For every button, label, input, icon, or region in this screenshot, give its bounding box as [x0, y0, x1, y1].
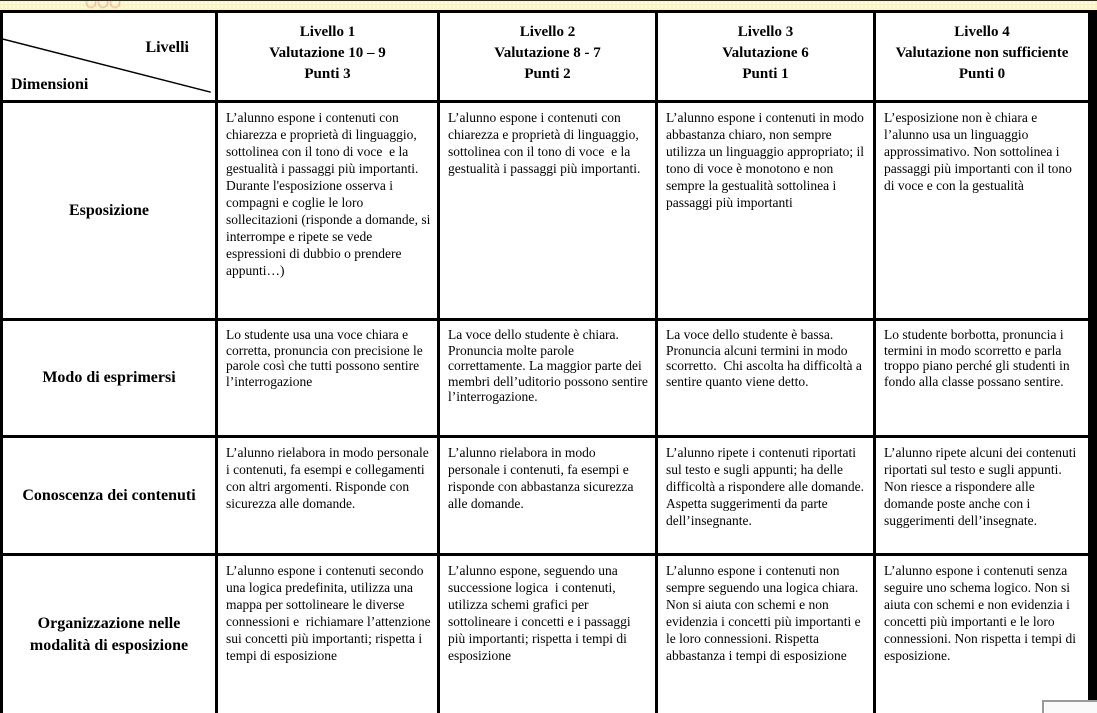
- cell-organizzazione-livello1: L’alunno espone i contenuti secondo una logica predefinita, utilizza una mappa per sottolineare le diverse connessioni e richiamare l’attenzione sui concetti più importanti; rispetta i tempi di esposizione: [218, 556, 437, 713]
- corner-label-dimensioni: Dimensioni: [11, 76, 89, 93]
- cell-modo-livello1: Lo studente usa una voce chiara e corretta, pronuncia con precisione le parole così che tutti possono sentire l’interrogazione: [218, 321, 437, 435]
- cell-esposizione-livello2: L’alunno espone i contenuti con chiarezza e proprietà di linguaggio, sottolinea con il tono di voce e la gestualità i passaggi più importanti.: [440, 103, 655, 318]
- cropped-page-top-strip: [0, 0, 1097, 10]
- header-line: Valutazione 6: [722, 45, 809, 61]
- column-header-livello-4: [876, 13, 1088, 100]
- cell-modo-livello4: Lo studente borbotta, pronuncia i termini in modo scorretto e parla troppo piano perché gli studenti in fondo alla classe possano sentire.: [876, 321, 1088, 435]
- cropped-red-marks: [86, 1, 120, 9]
- cell-esposizione-livello3: L’alunno espone i contenuti in modo abbastanza chiaro, non sempre utilizza un linguaggio appropriato; il tono di voce è monotono e non sempre la gestualità sottolinea i passaggi più importanti: [658, 103, 873, 318]
- row-label-organizzazione: Organizzazione nelle modalità di esposizione: [3, 556, 215, 713]
- cell-organizzazione-livello2: L’alunno espone, seguendo una successione logica i contenuti, utilizza schemi grafici per sottolineare i concetti e i passaggi più importanti; rispetta i tempi di esposizione: [440, 556, 655, 713]
- right-edge-black-bar: [1088, 10, 1097, 713]
- header-line: Punti 0: [958, 66, 1006, 82]
- header-line: Punti 2: [524, 66, 571, 82]
- cell-modo-livello2: La voce dello studente è chiara. Pronuncia molte parole correttamente. La maggior parte dei membri dell’uditorio possono sentire l’interrogazione.: [440, 321, 655, 435]
- cell-conoscenza-livello4: L’alunno ripete alcuni dei contenuti riportati sul testo e sugli appunti. Non riesce a rispondere alle domande poste anche con i suggerimenti dell’insegnate.: [876, 438, 1088, 553]
- cell-esposizione-livello1: L’alunno espone i contenuti con chiarezza e proprietà di linguaggio, sottolinea con il tono di voce e la gestualità i passaggi più importanti. Durante l'esposizione osserva i compagni e coglie le loro sollecitazioni (risponde a domande, si interrompe e ripete se vede espressioni di dubbio o prendere appunti…): [218, 103, 437, 318]
- header-line: Valutazione 8 - 7: [494, 45, 601, 61]
- header-line: Punti 1: [742, 66, 789, 82]
- corner-header-cell: [3, 13, 215, 100]
- evaluation-rubric-table: [0, 10, 1088, 713]
- column-header-livello-3: [658, 13, 873, 100]
- header-line: Livello 1: [299, 24, 356, 40]
- row-label-modo-di-esprimersi: Modo di esprimersi: [3, 321, 215, 435]
- header-line: Punti 3: [304, 66, 351, 82]
- cell-modo-livello3: La voce dello studente è bassa. Pronuncia alcuni termini in modo scorretto. Chi ascolta ha difficoltà a sentire quanto viene detto.: [658, 321, 873, 435]
- header-line: Valutazione non sufficiente: [895, 45, 1069, 61]
- header-line: Valutazione 10 – 9: [269, 45, 386, 61]
- header-line: Livello 3: [737, 24, 794, 40]
- cell-esposizione-livello4: L’esposizione non è chiara e l’alunno usa un linguaggio approssimativo. Non sottolinea i passaggi più importanti con il tono di voce e con la gestualità: [876, 103, 1088, 318]
- row-label-esposizione: Esposizione: [3, 103, 215, 318]
- scrollbar-corner-fragment: [1042, 700, 1097, 713]
- cell-conoscenza-livello3: L’alunno ripete i contenuti riportati sul testo e sugli appunti; ha delle difficoltà a rispondere alle domande. Aspetta suggerimenti da parte dell’insegnante.: [658, 438, 873, 553]
- corner-label-livelli: Livelli: [145, 39, 189, 56]
- cell-conoscenza-livello2: L’alunno rielabora in modo personale i contenuti, fa esempi e risponde con abbastanza sicurezza alle domande.: [440, 438, 655, 553]
- header-line: Livello 4: [954, 24, 1010, 40]
- cell-organizzazione-livello4: L’alunno espone i contenuti senza seguire uno schema logico. Non si aiuta con schemi e non evidenzia i concetti più importanti e le loro connessioni. Non rispetta i tempi di esposizione.: [876, 556, 1088, 713]
- cell-conoscenza-livello1: L’alunno rielabora in modo personale i contenuti, fa esempi e collegamenti con altri argomenti. Risponde con sicurezza alle domande.: [218, 438, 437, 553]
- header-line: Livello 2: [519, 24, 576, 40]
- column-header-livello-1: [218, 13, 437, 100]
- column-header-livello-2: [440, 13, 655, 100]
- row-label-conoscenza-dei-contenuti: Conoscenza dei contenuti: [3, 438, 215, 553]
- cell-organizzazione-livello3: L’alunno espone i contenuti non sempre seguendo una logica chiara. Non si aiuta con schemi e non evidenzia i concetti più importanti e le loro connessioni. Rispetta abbastanza i tempi di esposizione: [658, 556, 873, 713]
